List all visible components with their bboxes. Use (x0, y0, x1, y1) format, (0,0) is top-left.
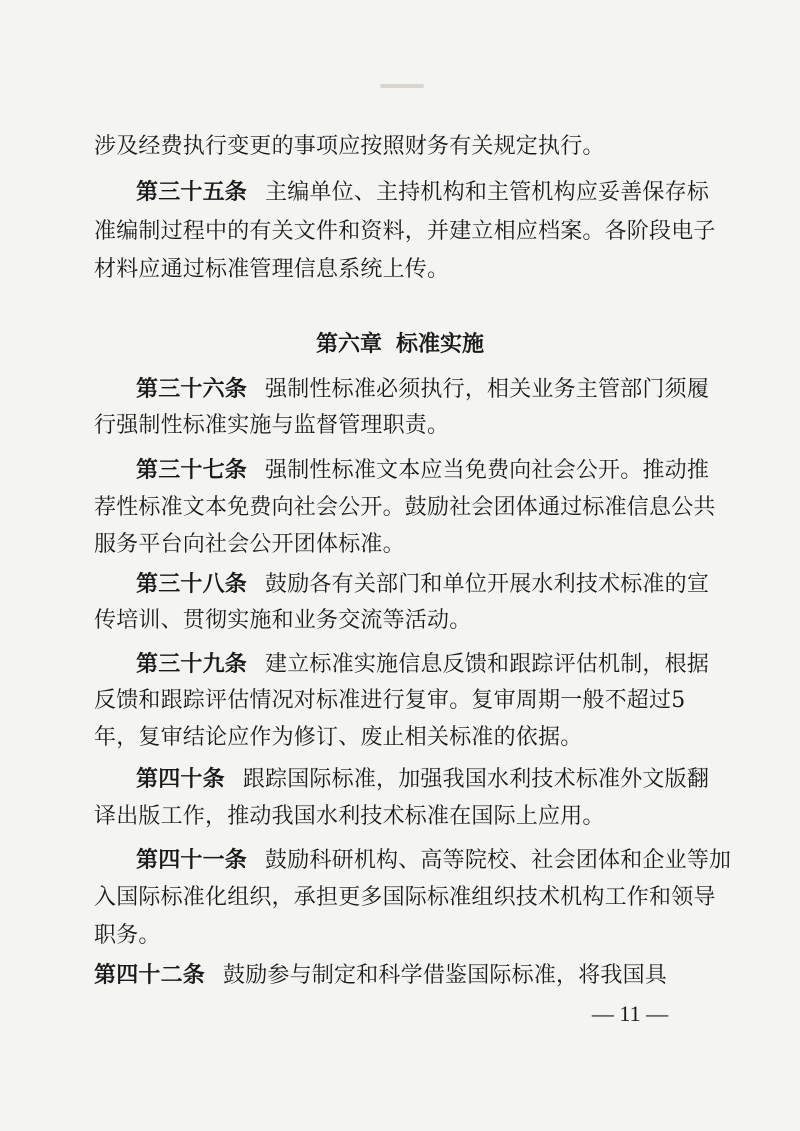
text-line: 入国际标准化组织，承担更多国际标准组织技术机构工作和领导 (94, 885, 716, 910)
paragraph-line (94, 530, 714, 560)
article-36 (136, 374, 716, 405)
article-35 (136, 177, 716, 208)
chapter-heading (0, 329, 800, 359)
text-line: 材料应通过标准管理信息系统上传。 (94, 257, 450, 282)
article-number: 第四十一条 (136, 847, 248, 873)
chapter-number: 第六章 (315, 331, 382, 357)
article-41 (136, 845, 732, 876)
paragraph-line (94, 493, 714, 523)
paragraph-line (94, 255, 714, 285)
text-line: 职务。 (94, 923, 161, 948)
article-number: 第三十八条 (136, 571, 248, 597)
paragraph-line (94, 723, 714, 753)
binding-mark (380, 84, 424, 88)
text-line: 服务平台向社会公开团体标准。 (94, 532, 405, 557)
article-number: 第四十二条 (94, 962, 206, 988)
article-42 (94, 960, 714, 991)
text-line: 传培训、贯彻实施和业务交流等活动。 (94, 608, 472, 633)
text-line: 荐性标准文本免费向社会公开。鼓励社会团体通过标准信息公共 (94, 495, 716, 520)
paragraph-line (94, 686, 714, 716)
article-38 (136, 569, 716, 600)
text-line: 鼓励参与制定和科学借鉴国际标准，将我国具 (223, 963, 668, 988)
text-line: 建立标准实施信息反馈和跟踪评估机制，根据 (265, 652, 710, 677)
article-number: 第三十七条 (136, 457, 248, 483)
text-line: 主编单位、主持机构和主管机构应妥善保存标 (265, 180, 710, 205)
text-line: 鼓励科研机构、高等院校、社会团体和企业等加 (265, 848, 732, 873)
text-line: 跟踪国际标准，加强我国水利技术标准外文版翻 (242, 767, 710, 792)
page-number: — 11 — (591, 1001, 669, 1026)
paragraph-line (94, 921, 714, 951)
text-line: 反馈和跟踪评估情况对标准进行复审。复审周期一般不超过5 (94, 688, 686, 713)
text-line: 强制性标准必须执行，相关业务主管部门须履 (265, 377, 710, 402)
article-number: 第三十六条 (136, 376, 248, 402)
text-line: 年，复审结论应作为修订、废止相关标准的依据。 (94, 725, 583, 750)
article-number: 第四十条 (136, 766, 225, 792)
text-line: 准编制过程中的有关文件和资料，并建立相应档案。各阶段电子 (94, 219, 716, 244)
article-number: 第三十五条 (136, 179, 248, 205)
paragraph-line (94, 132, 714, 162)
paragraph-line (94, 411, 714, 441)
text-line: 译出版工作，推动我国水利技术标准在国际上应用。 (94, 804, 605, 829)
chapter-title: 标准实施 (396, 331, 485, 357)
article-37 (136, 455, 716, 486)
article-40 (136, 764, 716, 795)
text-line: 鼓励各有关部门和单位开展水利技术标准的宣 (265, 572, 710, 597)
paragraph-line (94, 802, 714, 832)
text-line: 强制性标准文本应当免费向社会公开。推动推 (265, 458, 710, 483)
text-line: 涉及经费执行变更的事项应按照财务有关规定执行。 (94, 134, 605, 159)
paragraph-line (94, 606, 714, 636)
article-number: 第三十九条 (136, 651, 248, 677)
paragraph-line (94, 883, 714, 913)
paragraph-line (94, 217, 714, 247)
article-39 (136, 649, 716, 680)
text-line: 行强制性标准实施与监督管理职责。 (94, 413, 450, 438)
